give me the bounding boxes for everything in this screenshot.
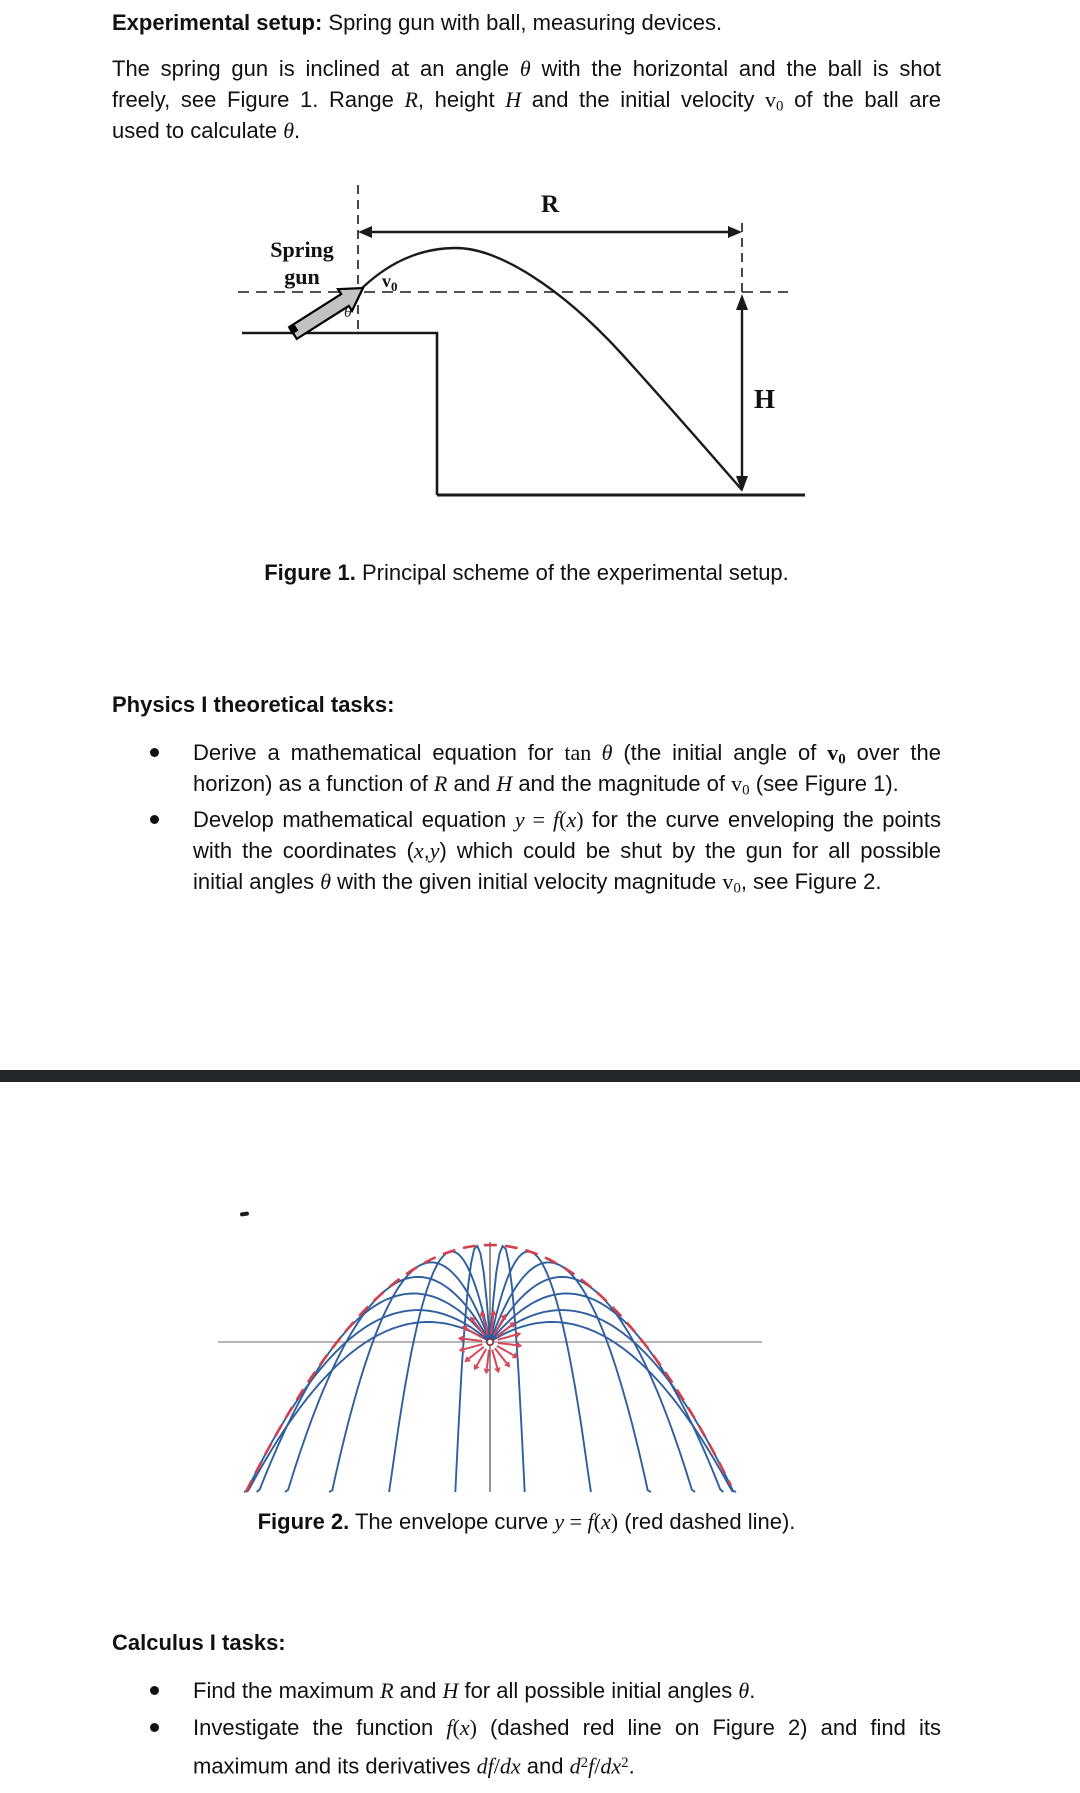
velocity-arrowhead	[490, 1310, 497, 1316]
velocity-arrow	[464, 1344, 482, 1349]
initial-velocity-label: $v_0$	[382, 271, 398, 294]
physics-bullet2-line1: Develop mathematical equation y = f(x) for the curve enveloping the points	[193, 807, 941, 832]
velocity-arrowhead	[483, 1368, 490, 1374]
trajectory-parabola	[329, 1262, 490, 1492]
calculus-bullet2-line2: maximum and its derivatives df/dx and $d^2f/dx^2$.	[193, 1753, 635, 1779]
stray-mark	[240, 1211, 249, 1216]
page-separator-bar	[0, 1070, 1080, 1082]
height-label: H	[754, 384, 776, 414]
calculus-bullet2-line1: Investigate the function f(x) (dashed red line on Figure 2) and find its	[193, 1715, 942, 1740]
spring-gun-arrow-icon	[289, 288, 363, 339]
velocity-arrow	[487, 1350, 489, 1369]
bullet-icon	[150, 1723, 159, 1732]
physics-bullet1-line2: horizon) as a function of R and H and the magnitude of v0 (see Figure 1).	[193, 771, 899, 799]
range-arrowhead-right	[728, 226, 742, 238]
spring-gun-label-line1: Spring	[270, 237, 334, 262]
trajectory-curve	[358, 248, 742, 490]
calculus-bullet1-line1: Find the maximum R and H for all possible initial angles θ.	[193, 1678, 756, 1703]
velocity-arrowhead	[494, 1367, 501, 1373]
velocity-arrow	[498, 1343, 517, 1345]
height-arrowhead-top	[736, 294, 748, 310]
trajectory-parabola	[490, 1252, 591, 1493]
figure2-canvas	[210, 1233, 810, 1495]
table-edge	[242, 333, 437, 495]
theta-label: θ	[344, 304, 352, 321]
launch-origin-point	[487, 1339, 493, 1345]
velocity-arrowhead	[516, 1342, 522, 1349]
velocity-arrowhead	[458, 1335, 464, 1342]
experimental-setup-title: Experimental setup: Spring gun with ball, measuring devices.	[112, 10, 723, 35]
figure1-diagram	[230, 165, 815, 505]
velocity-arrow	[463, 1339, 482, 1341]
velocity-arrow	[492, 1350, 497, 1368]
physics-bullet1-line1: Derive a mathematical equation for tan θ (the initial angle of v0 over the	[193, 740, 941, 768]
trajectory-parabola	[244, 1310, 490, 1492]
range-arrowhead-left	[358, 226, 372, 238]
trajectory-parabola	[389, 1252, 490, 1493]
physics-tasks-heading: Physics I theoretical tasks:	[112, 692, 395, 717]
trajectory-parabola	[490, 1262, 651, 1492]
trajectory-parabola	[490, 1310, 736, 1492]
intro-paragraph-line-2: freely, see Figure 1. Range R, height H and the initial velocity v0 of the ball are	[112, 87, 942, 115]
spring-gun-label-line2: gun	[284, 264, 320, 289]
bullet-icon	[150, 748, 159, 757]
trajectory-parabola	[247, 1322, 490, 1492]
figure1-caption: Figure 1. Principal scheme of the experimental setup.	[264, 560, 789, 585]
physics-bullet2-line2: with the coordinates (x,y) which could be shut by the gun for all possible	[193, 838, 941, 863]
range-label: R	[540, 191, 560, 218]
calculus-tasks-heading: Calculus I tasks:	[112, 1630, 286, 1655]
intro-paragraph-line-3: used to calculate θ.	[112, 118, 301, 143]
spring-gun-tail-cap	[291, 328, 297, 332]
intro-paragraph-line-1: The spring gun is inclined at an angle θ with the horizontal and the ball is shot	[112, 56, 941, 81]
trajectory-parabola	[490, 1322, 733, 1492]
figure2-caption: Figure 2. The envelope curve y = f(x) (red dashed line).	[257, 1509, 796, 1534]
bullet-icon	[150, 815, 159, 824]
physics-bullet2-line3: initial angles θ with the given initial velocity magnitude v0, see Figure 2.	[193, 869, 882, 897]
bullet-icon	[150, 1686, 159, 1695]
